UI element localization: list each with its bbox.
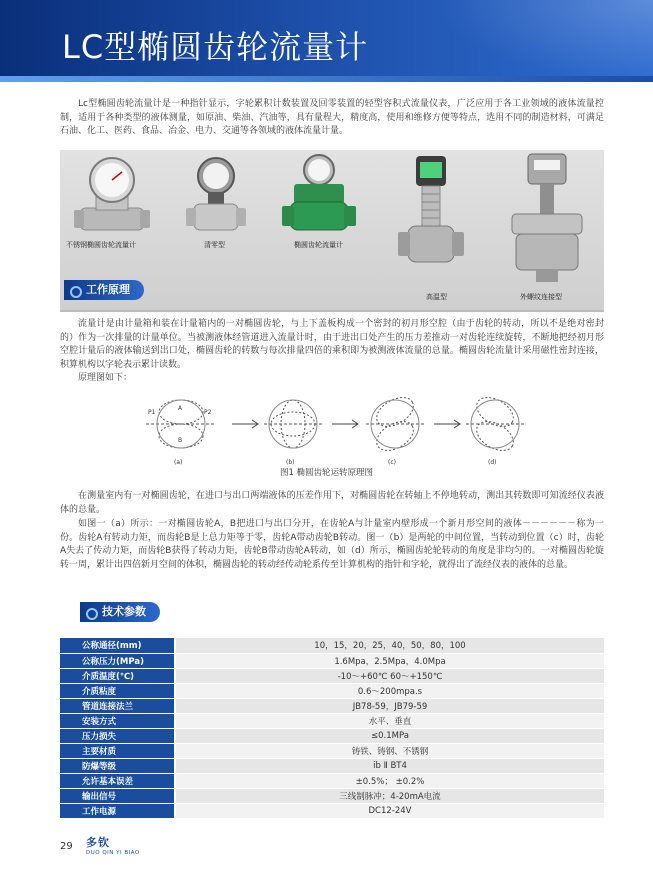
- spec-value: -10～+60℃ 60～+150℃: [175, 668, 604, 683]
- spec-key: 允许基本误差: [60, 773, 175, 788]
- spec-row: [60, 728, 604, 743]
- spec-table: [60, 638, 604, 819]
- spec-row: [60, 773, 604, 788]
- spec-row: [60, 698, 604, 713]
- spec-row: [60, 683, 604, 698]
- product-external-thread-image: [504, 152, 590, 288]
- page-title: LC型椭圆齿轮流量计: [62, 28, 369, 66]
- spec-value: DC12-24V: [175, 803, 604, 818]
- diagram-intro: 原理图如下：: [78, 373, 133, 383]
- spec-row: [60, 668, 604, 683]
- section-title-principle: 工作原理: [64, 280, 144, 300]
- spec-value: 三线制脉冲；4-20mA电流: [175, 788, 604, 803]
- label-p2: P2: [204, 409, 212, 416]
- spec-value: ±0.5%； ±0.2%: [175, 773, 604, 788]
- spec-value: 铸铁、铸钢、不锈钢: [175, 743, 604, 758]
- spec-key: 压力损失: [60, 728, 175, 743]
- spec-row: [60, 788, 604, 803]
- spec-row: [60, 653, 604, 668]
- label-gear-a: A: [178, 405, 183, 412]
- label-panel-d: (d): [488, 459, 497, 466]
- spec-row: [60, 743, 604, 758]
- product-oval-gear-image: [280, 152, 358, 238]
- spec-key: 工作电源: [60, 803, 175, 818]
- label-gear-b: B: [178, 437, 183, 444]
- label-p1: P1: [148, 409, 156, 416]
- spec-row: [60, 758, 604, 773]
- label-panel-b: (b): [286, 459, 295, 466]
- spec-key: 输出信号: [60, 788, 175, 803]
- explanation-paragraph-1: 在测量室内有一对椭圆齿轮，在进口与出口两端液体的压差作用下，对椭圆齿轮在转轴上不停地转动，测出其转数即可知流经仪表液体的总量。: [60, 491, 604, 515]
- spec-value: 水平、垂直: [175, 713, 604, 728]
- label-panel-a: (a): [174, 459, 183, 466]
- intro-paragraph: Lc型椭圆齿轮流量计是一种指针显示，字轮累积计数装置及回零装置的轻型容积式流量仪表，广泛应用于各工业领域的液体流量控制，适用于各种类型的液体测量，如原油、柴油、汽油等，具有量程大，精度高，使用和维修方便等特点，选用不同的制造材料，可满足石油、化工、医药、食品、冶金、电力、交通等各领域的液体流量计量。: [60, 99, 604, 136]
- logo-en-text: DUO QIN YI BIAO: [86, 850, 140, 856]
- spec-row: [60, 638, 604, 653]
- page-header: [0, 0, 653, 82]
- explanation-paragraph-2: 如图一（a）所示：一对椭圆齿轮A，B把进口与出口分开，在齿轮A与计量室内壁形成一个新月形空间的液体－－－－－－称为一份。齿轮A有转动力矩，而齿轮B是上总力矩等于零，齿轮A带动齿轮B转动。图一（b）是两轮的中间位置，当转动到位置（c）时，齿轮A失去了传动力矩，而齿轮B获得了转动力矩，齿轮B带动齿轮A转动，如（d）所示，椭圆齿轮轮转动的角度是非均匀的。一对椭圆齿轮旋转一周，累计出四倍新月空间的体积，椭圆齿轮的转动经传动轮系传至计算机构的指针和字轮，就得出了流经仪表的液体的总量。: [60, 519, 604, 570]
- spec-key: 公称压力(MPa): [60, 653, 175, 668]
- spec-key: 安装方式: [60, 713, 175, 728]
- product-caption-stainless: 不锈钢椭圆齿轮流量计: [66, 241, 136, 249]
- header-decoration: [433, 0, 653, 82]
- product-reset-image: [180, 154, 252, 238]
- spec-key: 主要材质: [60, 743, 175, 758]
- product-caption-external-thread: 外螺纹连接型: [520, 293, 562, 301]
- spec-key: 介质温度(℃): [60, 668, 175, 683]
- product-stainless-image: [72, 156, 152, 240]
- spec-value: 10，15，20，25，40，50，80，100: [175, 638, 604, 653]
- spec-value: ≤0.1MPa: [175, 728, 604, 743]
- spec-key: 管道连接法兰: [60, 698, 175, 713]
- spec-key: 公称通径(mm): [60, 638, 175, 653]
- spec-row: [60, 803, 604, 818]
- principle-diagram: [146, 384, 526, 468]
- label-panel-c: (c): [388, 459, 396, 466]
- product-high-temp-image: [396, 152, 466, 288]
- section-title-specs: 技术参数: [80, 602, 160, 622]
- product-caption-oval-gear: 椭圆齿轮流量计: [294, 241, 343, 249]
- spec-key: 介质粘度: [60, 683, 175, 698]
- logo-cn-text: 多钦: [86, 836, 110, 849]
- spec-row: [60, 713, 604, 728]
- spec-value: 1.6Mpa，2.5Mpa，4.0Mpa: [175, 653, 604, 668]
- principle-paragraph: 流量计是由计量箱和装在计量箱内的一对椭圆齿轮，与上下盖板构成一个密封的初月形空腔（由于齿轮的转动，所以不是绝对密封的）作为一次排量的计量单位。当被测液体经管道进入流量计时，由于进出口处产生的压力差推动一对齿轮连续旋转，不断地把经初月形空腔计量后的液体输送到出口处，椭圆齿轮的转数与每次排量四倍的乘积即为被测液体流量的总量。椭圆齿轮流量计采用磁性密封连接，积算机构以字轮表示累计读数。: [60, 319, 604, 370]
- spec-value: JB78-59，JB79-59: [175, 698, 604, 713]
- spec-value: ib Ⅱ BT4: [175, 758, 604, 773]
- figure-caption: 图1 椭圆齿轮运转原理图: [279, 468, 374, 478]
- spec-key: 防爆等级: [60, 758, 175, 773]
- spec-value: 0.6～200mpa.s: [175, 683, 604, 698]
- product-caption-reset: 清零型: [204, 241, 225, 249]
- page-number: 29: [60, 841, 73, 852]
- product-caption-high-temp: 高温型: [426, 293, 447, 301]
- brand-logo: [86, 834, 140, 856]
